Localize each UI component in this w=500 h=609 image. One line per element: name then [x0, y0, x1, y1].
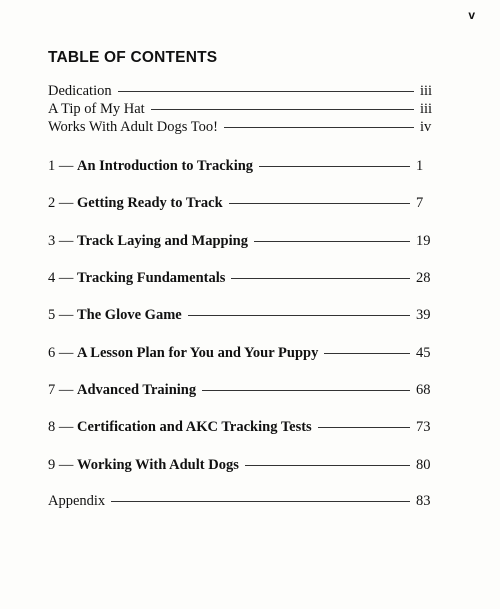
- chapter-separator: —: [55, 345, 77, 361]
- chapter-page: 19: [416, 233, 431, 249]
- leader-line: [254, 241, 410, 242]
- chapter-separator: —: [55, 270, 77, 286]
- chapter-title: An Introduction to Tracking: [77, 158, 254, 174]
- chapter-number: 3: [48, 233, 56, 249]
- toc-entry-title: Works With Adult Dogs Too!: [48, 119, 218, 135]
- page-number: v: [468, 8, 475, 22]
- chapter-number: 6: [48, 345, 56, 361]
- chapter-separator: —: [55, 307, 77, 323]
- toc-entry-page: iii: [420, 83, 433, 99]
- leader-line: [231, 278, 410, 279]
- toc-entry-appendix: [48, 492, 436, 510]
- chapter-separator: —: [55, 382, 77, 398]
- chapter-separator: —: [55, 419, 77, 435]
- toc-entry-title: Appendix: [48, 493, 106, 509]
- chapter-number: 4: [48, 270, 56, 286]
- toc-chapter-8: [48, 418, 436, 436]
- toc-chapter-2: [48, 194, 436, 212]
- chapter-page: 39: [416, 307, 431, 323]
- leader-line: [188, 315, 410, 316]
- toc-chapter-4: [48, 269, 436, 287]
- chapter-page: 68: [416, 382, 431, 398]
- toc-chapter-5: [48, 306, 436, 324]
- toc-entry-tip-of-my-hat: [48, 100, 436, 118]
- toc-entry-title: Dedication: [48, 83, 112, 99]
- leader-line: [118, 91, 414, 92]
- chapter-title: Advanced Training: [77, 382, 197, 398]
- chapter-title: A Lesson Plan for You and Your Puppy: [77, 345, 319, 361]
- leader-line: [111, 501, 410, 502]
- leader-line: [229, 203, 410, 204]
- chapter-title: Track Laying and Mapping: [77, 233, 248, 249]
- leader-line: [202, 390, 410, 391]
- chapter-page: 1: [416, 158, 424, 174]
- leader-line: [151, 109, 414, 110]
- toc-entry-adult-dogs-too: [48, 118, 436, 136]
- chapter-number: 2: [48, 195, 56, 211]
- chapter-separator: —: [55, 158, 77, 174]
- leader-line: [318, 427, 410, 428]
- toc-entry-page: iv: [420, 119, 432, 135]
- chapter-title: Working With Adult Dogs: [77, 457, 239, 473]
- chapter-separator: —: [55, 233, 77, 249]
- chapter-number: 1: [48, 158, 56, 174]
- chapter-page: 7: [416, 195, 424, 211]
- chapter-page: 73: [416, 419, 431, 435]
- leader-line: [259, 166, 410, 167]
- chapter-number: 5: [48, 307, 56, 323]
- chapter-title: The Glove Game: [77, 307, 182, 323]
- chapter-number: 7: [48, 382, 56, 398]
- chapter-number: 8: [48, 419, 56, 435]
- chapter-page: 80: [416, 457, 431, 473]
- chapter-title: Getting Ready to Track: [77, 195, 223, 211]
- leader-line: [324, 353, 410, 354]
- toc-entry-page: iii: [420, 101, 433, 117]
- chapter-separator: —: [55, 457, 77, 473]
- chapter-title: Tracking Fundamentals: [77, 270, 226, 286]
- chapter-number: 9: [48, 457, 56, 473]
- toc-chapter-9: [48, 456, 436, 474]
- toc-chapter-1: [48, 157, 436, 175]
- chapter-title: Certification and AKC Tracking Tests: [77, 419, 312, 435]
- toc-heading: TABLE OF CONTENTS: [48, 49, 218, 66]
- chapter-page: 45: [416, 345, 431, 361]
- leader-line: [245, 465, 410, 466]
- toc-chapter-6: [48, 344, 436, 362]
- toc-chapter-3: [48, 232, 436, 250]
- toc-entry-dedication: [48, 82, 436, 100]
- toc-entry-page: 83: [416, 493, 431, 509]
- chapter-separator: —: [55, 195, 77, 211]
- toc-entry-title: A Tip of My Hat: [48, 101, 145, 117]
- toc-chapter-7: [48, 381, 436, 399]
- leader-line: [224, 127, 414, 128]
- chapter-page: 28: [416, 270, 431, 286]
